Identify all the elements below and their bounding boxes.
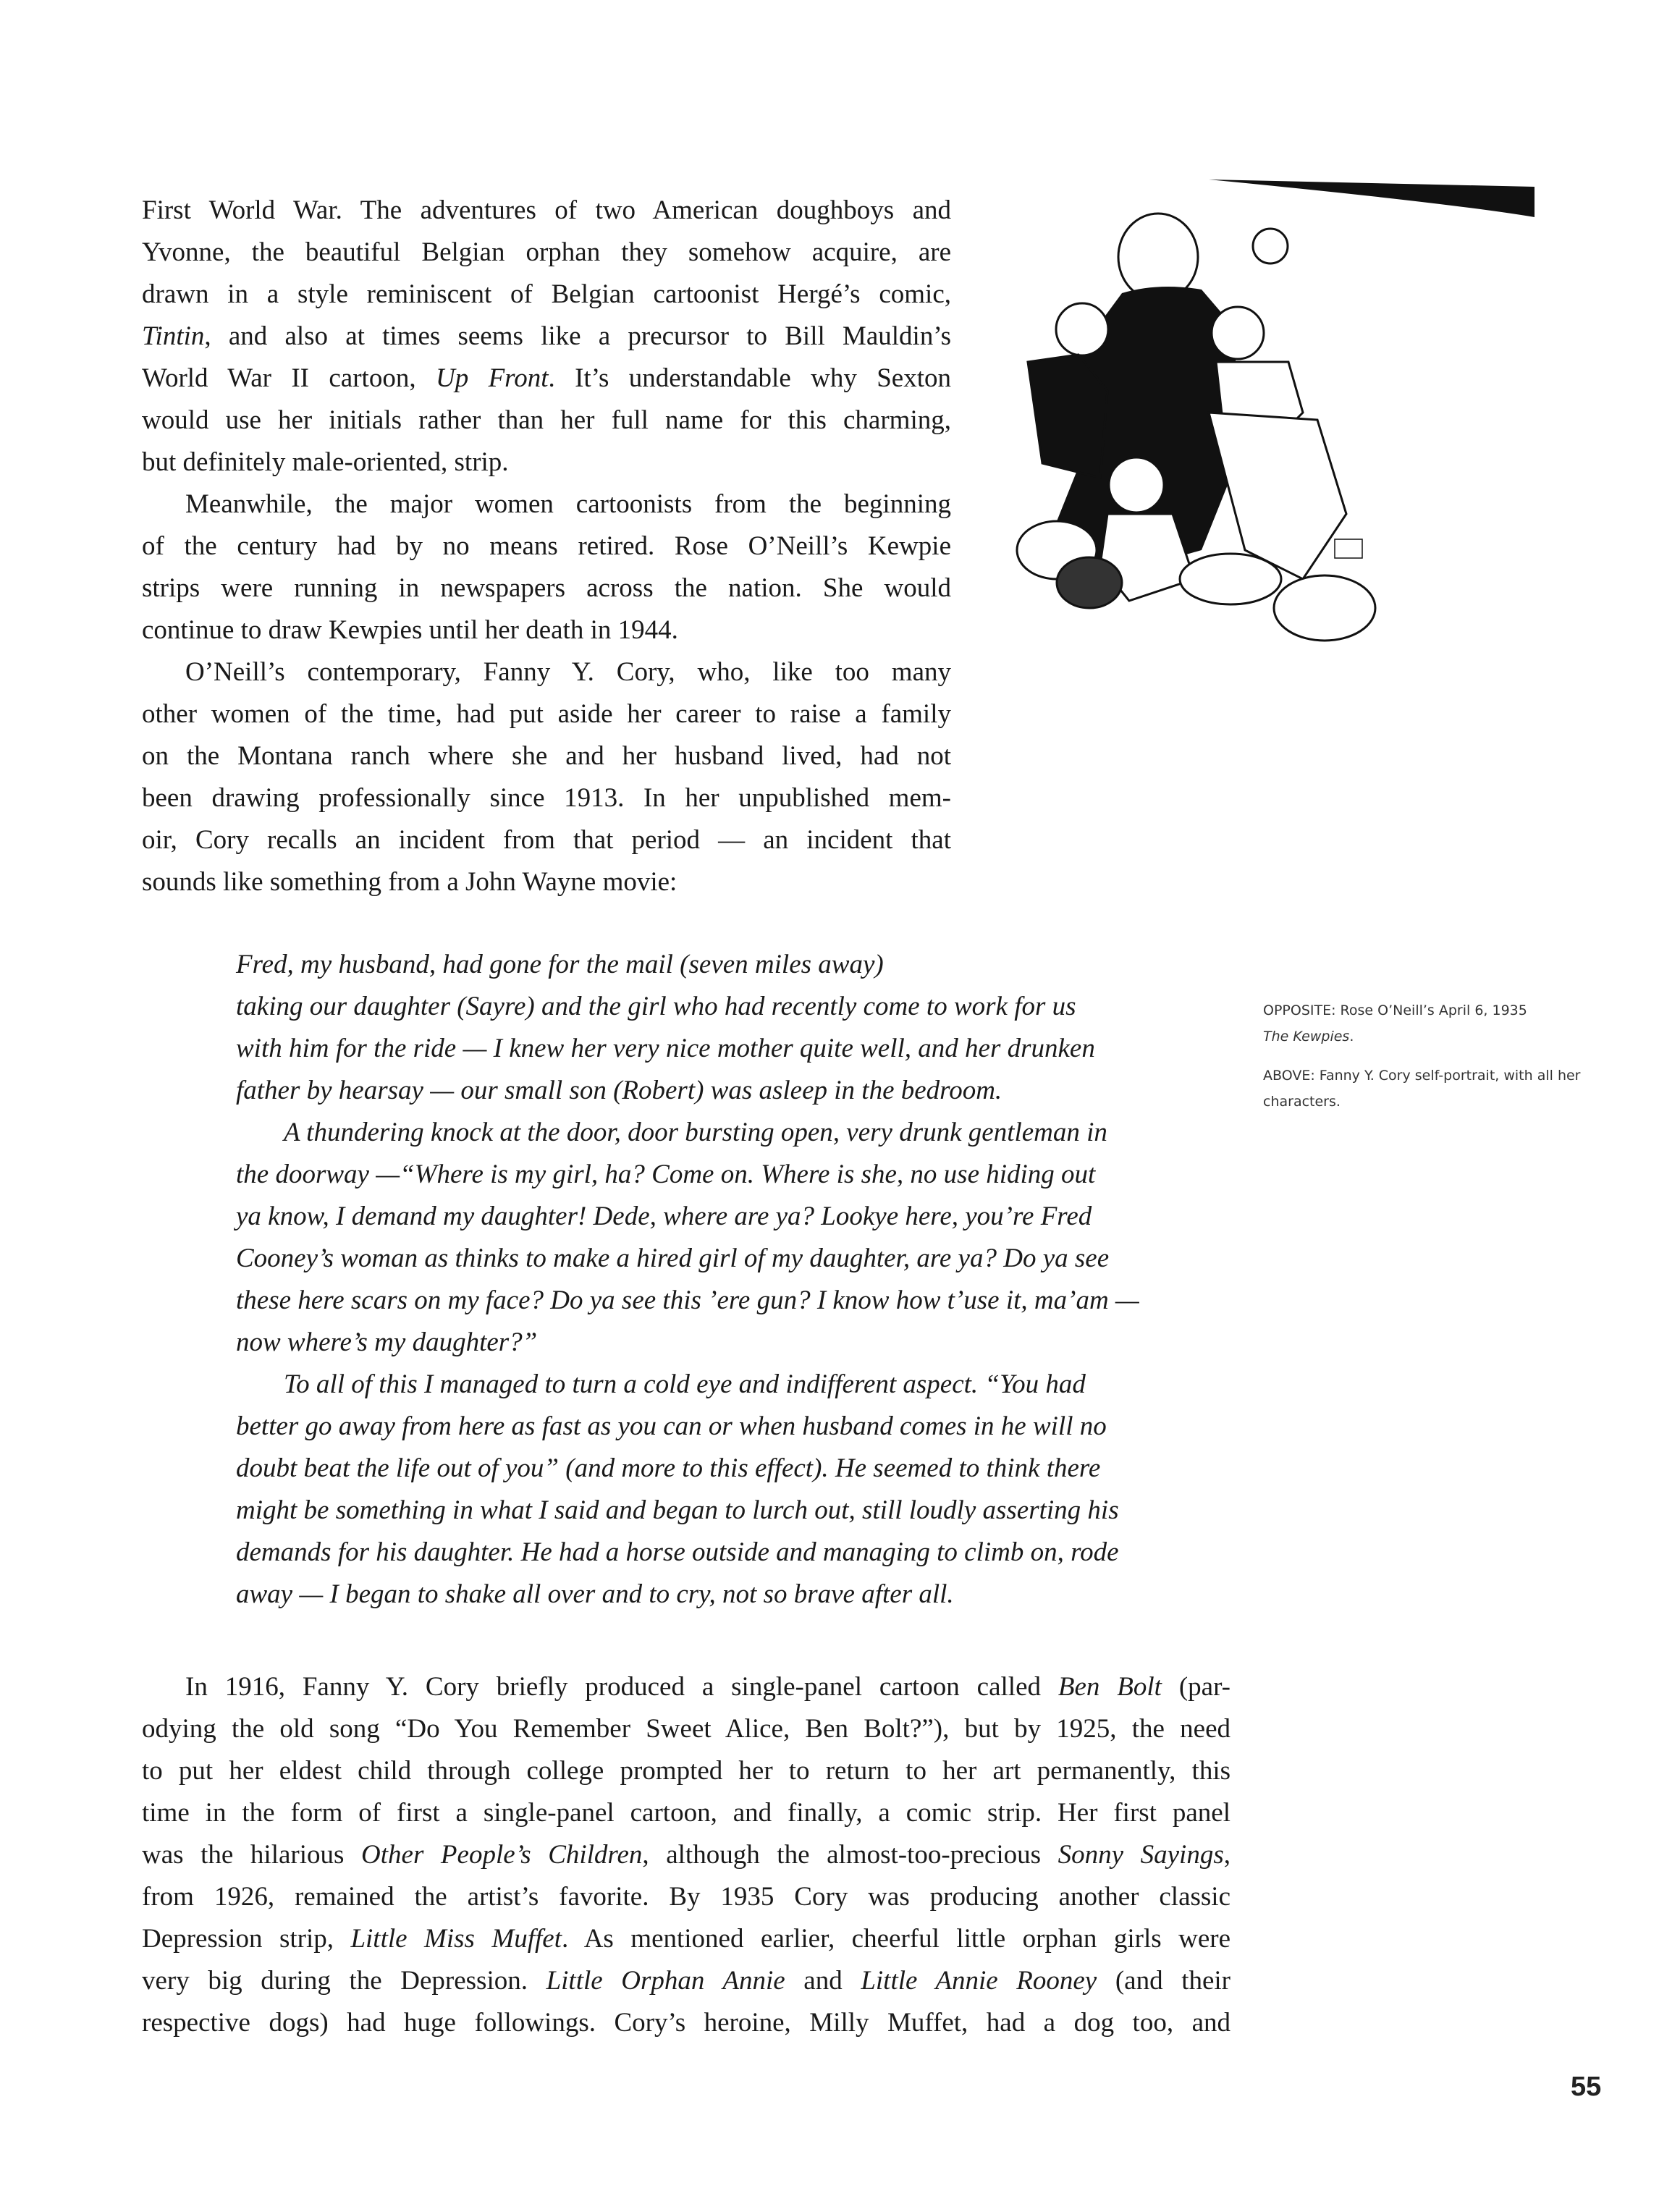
text-line xyxy=(236,1406,1173,1448)
text-line xyxy=(142,484,951,525)
text-segment: the doorway —“Where is my girl, ha? Come on. Where is she, no use hiding out xyxy=(236,1160,1096,1189)
text-segment: Cooney’s woman as thinks to make a hired girl of my daughter, are ya? Do ya see xyxy=(236,1244,1110,1273)
text-segment: on the Montana ranch where she and her husband lived, had not xyxy=(142,741,951,771)
text-segment: World War II cartoon, xyxy=(142,363,436,393)
text-line xyxy=(236,1070,1173,1112)
italic-title: Other People’s Children xyxy=(361,1840,643,1870)
text-segment: In 1916, Fanny Y. Cory briefly produced a single-panel cartoon called xyxy=(185,1672,1058,1702)
text-line xyxy=(236,1238,1173,1280)
text-line xyxy=(142,316,951,358)
text-line xyxy=(236,1448,1173,1490)
text-segment: now where’s my daughter?” xyxy=(236,1327,538,1357)
text-segment: . As mentioned earlier, cheerful little orphan girls were xyxy=(562,1924,1230,1954)
text-line xyxy=(236,1322,1173,1364)
text-line xyxy=(236,1154,1173,1196)
text-line xyxy=(142,190,951,232)
italic-title: Little Orphan Annie xyxy=(546,1966,785,1996)
fanny-cory-self-portrait-illustration xyxy=(1013,174,1607,941)
text-segment: oir, Cory recalls an incident from that period — an incident that xyxy=(142,825,951,855)
text-line xyxy=(142,2002,1230,2044)
page-number: 55 xyxy=(1571,2072,1602,2102)
text-line xyxy=(142,735,951,777)
text-segment: other women of the time, had put aside her career to raise a family xyxy=(142,699,951,729)
text-segment: time in the form of first a single-panel cartoon, and finally, a comic strip. Her first panel xyxy=(142,1798,1230,1828)
text-segment: very big during the Depression. xyxy=(142,1966,546,1996)
text-line xyxy=(142,525,951,567)
text-segment: To all of this I managed to turn a cold eye and indifferent aspect. “You had xyxy=(284,1369,1086,1399)
text-line xyxy=(142,358,951,400)
text-line xyxy=(142,1960,1230,2002)
text-line xyxy=(142,693,951,735)
signature-box xyxy=(1335,539,1362,558)
figures xyxy=(1118,214,1288,300)
text-segment: First World War. The adventures of two American doughboys and xyxy=(142,195,951,225)
text-line xyxy=(142,1876,1230,1918)
text-line xyxy=(236,1028,1173,1070)
body-text-bottom xyxy=(142,1666,1230,2044)
text-segment: Yvonne, the beautiful Belgian orphan they somehow acquire, are xyxy=(142,237,951,267)
caption-opposite-title: The Kewpies xyxy=(1263,1029,1350,1044)
text-segment: drawn in a style reminiscent of Belgian cartoonist Hergé’s comic, xyxy=(142,279,951,309)
text-line xyxy=(142,232,951,274)
text-line xyxy=(236,1280,1173,1322)
text-line xyxy=(142,861,951,903)
text-segment: ya know, I demand my daughter! Dede, where are ya? Lookye here, you’re Fred xyxy=(236,1202,1092,1231)
text-segment: with him for the ride — I knew her very nice mother quite well, and her drunken xyxy=(236,1034,1095,1063)
text-segment: of the century had by no means retired. Rose O’Neill’s Kewpie xyxy=(142,531,951,561)
text-segment: (par- xyxy=(1161,1672,1230,1702)
text-segment: strips were running in newspapers across the nation. She would xyxy=(142,573,951,603)
text-segment: might be something in what I said and began to lurch out, still loudly asserting his xyxy=(236,1495,1119,1525)
text-segment: away — I began to shake all over and to cry, not so brave after all. xyxy=(236,1579,954,1609)
text-line xyxy=(142,1666,1230,1708)
italic-title: Little Miss Muffet xyxy=(350,1924,562,1954)
text-line xyxy=(142,274,951,316)
text-line xyxy=(236,1196,1173,1238)
text-segment: to put her eldest child through college prompted her to return to her art permanently, this xyxy=(142,1756,1230,1786)
text-segment: doubt beat the life out of you” (and more to this effect). He seemed to think there xyxy=(236,1453,1101,1483)
text-segment: respective dogs) had huge followings. Cory’s heroine, Milly Muffet, had a dog too, and xyxy=(142,2008,1230,2038)
italic-title: Little Annie Rooney xyxy=(861,1966,1097,1996)
text-line xyxy=(236,1490,1173,1532)
text-segment: continue to draw Kewpies until her death in 1944. xyxy=(142,615,678,645)
text-line xyxy=(142,442,951,484)
caption-above: ABOVE: Fanny Y. Cory self-portrait, with all her characters. xyxy=(1263,1068,1581,1110)
italic-title: Sonny Sayings xyxy=(1058,1840,1224,1870)
italic-title: Up Front xyxy=(435,363,549,393)
caption-opposite-text: OPPOSITE: Rose O’Neill’s April 6, 1935 xyxy=(1263,1002,1527,1018)
memoir-quote xyxy=(236,944,1173,1616)
text-line xyxy=(142,1708,1230,1750)
text-line xyxy=(236,986,1173,1028)
caption-opposite xyxy=(1263,997,1611,1050)
caption-period: . xyxy=(1349,1029,1354,1044)
text-segment: , xyxy=(1223,1840,1230,1870)
text-segment: would use her initials rather than her full name for this charming, xyxy=(142,405,951,435)
text-segment: , and also at times seems like a precursor to Bill Mauldin’s xyxy=(204,321,951,351)
text-line xyxy=(236,944,1173,986)
text-segment: father by hearsay — our small son (Robert) was asleep in the bedroom. xyxy=(236,1076,1002,1105)
sky-hatching xyxy=(1209,180,1535,217)
text-segment: Meanwhile, the major women cartoonists from the beginning xyxy=(185,489,951,519)
text-segment: odying the old song “Do You Remember Sweet Alice, Ben Bolt?”), but by 1925, the need xyxy=(142,1714,1230,1744)
text-segment: (and their xyxy=(1097,1966,1230,1996)
italic-title: Ben Bolt xyxy=(1058,1672,1162,1702)
text-segment: but definitely male-oriented, strip. xyxy=(142,447,509,477)
text-segment: A thundering knock at the door, door bursting open, very drunk gentleman in xyxy=(284,1118,1107,1147)
text-segment: Fred, my husband, had gone for the mail (seven miles away) xyxy=(236,950,884,979)
text-segment: been drawing professionally since 1913. In her unpublished mem- xyxy=(142,783,951,813)
text-segment: sounds like something from a John Wayne movie: xyxy=(142,867,677,897)
text-line xyxy=(142,1792,1230,1834)
text-segment: these here scars on my face? Do ya see this ’ere gun? I know how t’use it, ma’am — xyxy=(236,1286,1139,1315)
figure-caption xyxy=(1263,997,1611,1128)
text-line xyxy=(142,1834,1230,1876)
text-line xyxy=(142,777,951,819)
text-segment: was the hilarious xyxy=(142,1840,362,1870)
text-segment: taking our daughter (Sayre) and the girl who had recently come to work for us xyxy=(236,992,1076,1021)
text-line xyxy=(142,609,951,651)
text-segment: Depression strip, xyxy=(142,1924,351,1954)
text-line xyxy=(236,1532,1173,1574)
text-segment: demands for his daughter. He had a horse outside and managing to climb on, rode xyxy=(236,1537,1119,1567)
text-line xyxy=(142,400,951,442)
text-line xyxy=(142,1750,1230,1792)
text-segment: from 1926, remained the artist’s favorite. By 1935 Cory was producing another classic xyxy=(142,1882,1230,1912)
text-line xyxy=(142,651,951,693)
text-line xyxy=(236,1364,1173,1406)
text-line xyxy=(142,1918,1230,1960)
italic-title: Tintin xyxy=(142,321,205,351)
text-segment: better go away from here as fast as you can or when husband comes in he will no xyxy=(236,1411,1107,1441)
text-line xyxy=(142,819,951,861)
text-segment: . It’s understandable why Sexton xyxy=(548,363,952,393)
text-line xyxy=(142,567,951,609)
text-line xyxy=(236,1112,1173,1154)
text-segment: O’Neill’s contemporary, Fanny Y. Cory, who, like too many xyxy=(185,657,951,687)
text-segment: and xyxy=(785,1966,861,1996)
body-text-top xyxy=(142,190,951,903)
text-segment: , although the almost-too-precious xyxy=(642,1840,1058,1870)
text-line xyxy=(236,1574,1173,1616)
